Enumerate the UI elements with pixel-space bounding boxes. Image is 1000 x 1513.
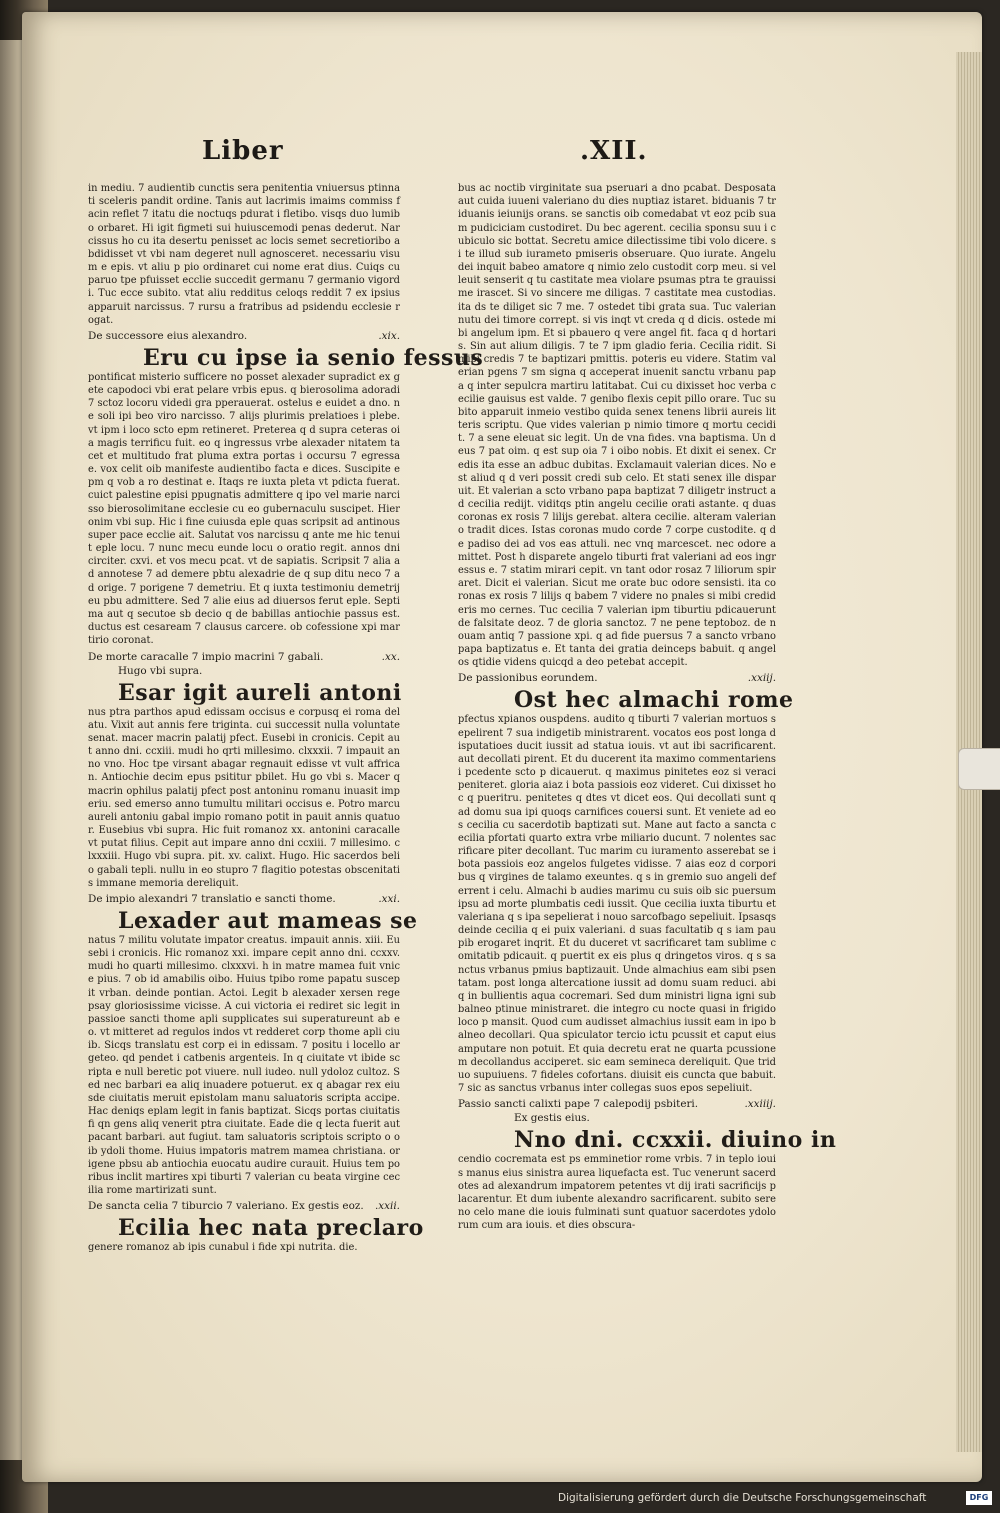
bookmark-tab (958, 748, 1000, 790)
display-initial-line: Lexader aut mameas se (118, 907, 418, 934)
chapter-number: .xix. (378, 329, 400, 342)
display-initial-line: Ecilia hec nata preclaro (118, 1215, 424, 1242)
chapter-heading (88, 1199, 400, 1213)
paragraph: bus ac noctib virginitate sua pseruari a dno pcabat. Desposata aut cuida iuueni valeriano du dies nuptiaz istaret. biduanis 7 triduanis ieiunijs orans. se sanctis oib comedabat vt eoz pcib suam pudiciciam custodiret. Du bec agerent. cecilia sponsu suu i cubiculo sic bottat. Secretu amice dilectissime tibi volo dicere. si te illud sub iurameto pmiseris obseruare. Quo iurate. Angelu dei inquit babeo amatore q nimio zelo custodit corp meu. si vel leuit senserit q tu castitate mea violare psumas ptra te grauissime irascet. Si vo sincere me diligas. 7 castitate mea custodias. ita ds te diliget sic 7 me. 7 ostedet tibi grata sua. Tuc valerian nutu dei timore corrept. si vis inqt vt creda q d dicis. ostede mibi angelum ipm. Et si pbauero q vere angel fit. faca q d hortaris. Sin aut alium diligis. 7 te 7 ipm gladio feria. Cecilia ridit. Si mibi credis 7 te baptizari pmittis. poteris eu videre. Statim valerian pgens 7 sm signa q acceperat inuenit sanctu vrbanu papa q inter sepulcra martiru latitabat. Cui cu dixisset hoc verba cecilie gauisus est valde. 7 genibo flexis cepit pillo orare. Tuc subito apparuit inmeio vestibo quida senex tenens librii aureis litteris scriptu. Que vides valerian p nimio timore q mortu cecidit. 7 a sene eleuat sic legit. Un de vna fides. vna baptisma. Un deus 7 pat oim. q est sup oia 7 i oibo nobis. Et dixit ei senex. Credis ita esse an adbuc dubitas. Exclamauit valerian dices. No est aliud q d veri possit credi sub celo. Et stati senex ille disparuit. Et valerian a scto vrbano papa baptizat 7 diligetr instruct ad cecilia redijt. viditqs ptin angelu cecilie orati astante. q duas coronas ex rosis 7 lilijs gerebat. altera cecilie. alteram valeriano tradit dices. Istas coronas mudo corde 7 corpe custodite. q de padiso dei ad vos eas attuli. nec vnq marcescet. nec odore amittet. Post h disparete angelo tiburti frat valeriani ad eos ingressus e. 7 statim mirari cepit. vn tant odor rosaz 7 liliorum spiraret. Dicit ei valerian. Sicut me orate buc odore sensisti. ita coronas ex rosis 7 lilijs q babem 7 videre no pnales si mibi credideris mo cernes. Tuc cecilia 7 valerian ipm tiburtiu pdicauerunt de falsitate deoz. 7 de gloria sanctoz. 7 ne pene teptoboz. de nouam antiq 7 passione xpi. q ad fide puersus 7 a sancto vrbano papa baptizatus e. Et tanta dei gratia deinceps babuit. q angelos qtidie videns quicqd a deo petebat accepit. (458, 183, 776, 669)
chapter-number: .xxi. (378, 892, 400, 905)
chapter-heading (458, 671, 776, 685)
chapter-heading (458, 1097, 776, 1111)
chapter-number: .xxii. (375, 1200, 400, 1213)
running-head-left: Liber (202, 136, 284, 166)
source-reference: Ex gestis eius. (514, 1112, 590, 1125)
source-reference: Hugo vbi supra. (118, 664, 203, 677)
dfg-logo: DFG (966, 1491, 992, 1505)
right-text-column (458, 182, 837, 1234)
chapter-title: De sancta celia 7 tiburcio 7 valeriano. (88, 1200, 289, 1213)
paragraph: pontificat misterio sufficere no posset alexader supradict ex gete capodoci vbi erat pelare vrbis epus. q bierosolima adoradi 7 sctoz locoru videdi gra pperauerat. ostelus e euidet a dno. ne soli ipi beo viro narcisso. 7 alijs plurimis prelatioes i plebe. vt ipm i loco scto epm retineret. Preterea q d supra ceteras oia magis terrificu fuit. eo q ingressus vrbe alexader nitatem tacet et multitudo frat pluma extra portas i occursu 7 egressa e. vox celit oib manifeste audientibo facta e dices. Suscipite epm q vob a ro destinat e. Itaqs re iuxta pleta vt pdicta fuerat. cuict palestine episi ppugnatis admittere q ipo vel marie narcisso bierosolimitane ecclesie cu eo gubernaculu suscipet. Hieronim vbi sup. Hic i fine cuiusda eple quas scripsit ad antinous super pace ecclie ait. Salutat vos narcissu q ante me hic tenuit eple locu. 7 nunc mecu eunde locu o oratio regit. annos dni circiter. cxvi. et vos mecu pcat. vt de sapiatis. Scripsit 7 alia ad annotese 7 ad demere pbtu alexadrie de q sup ditu neco 7 ad orige. 7 porigene 7 demetriu. Et q iuxta testimoniu demetrij eu pbu admittere. Sed 7 alie eius ad diuersos ferut eple. Septima aut q secutoe sb decio q de babillas antiochie passus est. ductus est cesaream 7 clausus carcere. ob cofessione xpi martirio coronat. (88, 371, 400, 647)
chapter-heading (88, 650, 400, 664)
digitization-credit: Digitalisierung gefördert durch die Deutsche Forschungsgemeinschaft (558, 1492, 927, 1504)
display-initial-line: Nno dni. ccxxii. diuino in (514, 1127, 837, 1154)
chapter-title: De passionibus eorundem. (458, 672, 598, 685)
chapter-number: .xx. (381, 650, 400, 663)
display-initial-line: Eru cu ipse ia senio fessus (143, 344, 484, 371)
chapter-title: De morte caracalle 7 impio macrini 7 gabali. (88, 650, 324, 663)
display-initial-line: Esar igit aureli antoni (118, 679, 402, 706)
paragraph: in mediu. 7 audientib cunctis sera penitentia vniuersus ptinnati sceleris pandit ordine. Tanis aut lacrimis imaims commiss facin reflet 7 itatu die noctuqs pdurat i fletibo. visqs duo lumibo orbaret. Hi igit figmeti sui huiuscemodi penas dederut. Narcissus ho cu ita desertu penisset ac locis semet secretioribo abdidisset vt vbi nam degeret null agnosceret. necessariu visum e epis. vt aliu p pio ordinaret cui nome erat dius. Cuiqs cu paruo tpe pfuisset ecclie succedit germanu 7 germanio vigordi. Tuc ecce subito. vtat aliu redditus celoqs reddit 7 ex ipsius apparuit narcissus. 7 rursu a fratribus ad psidendu ecclesie rogat. (88, 183, 400, 326)
paragraph: nus ptra parthos apud edissam occisus e corpusq ei roma delatu. Vixit aut annis fere triginta. cui successit nulla voluntate senat. macer macrin palatij pfect. Eusebi in cronicis. Cepit aut anno dni. ccxiii. mudi ho qrti millesimo. clxxxii. 7 impauit anno vno. Hoc tpe virsant abagar regnauit edisse vt vult affrican. Antiochie decim epus psititur pbilet. Hu go vbi s. Macer q macrin ophilus palatij pfect post antoninu romanu inuasit imperiu. sed emerso anno tumultu militari occisus e. Potro marcu aureli antoniu gabal impio romano potit in pauit annis quatuor. Eusebius vbi supra. Hic fuit romanoz xx. antonini caracalle vt putat filius. Cepit aut impare anno dni ccxiii. 7 millesimo. clxxxiii. Hugo vbi supra. pit. xv. calixt. Hugo. Hic sacerdos belio gabali tepli. nullu in eo stupro 7 flagitio potestas obscenitatis immane memoria dereliquit. (88, 706, 400, 889)
display-initial-line: Ost hec almachi rome (514, 687, 794, 714)
chapter-title: Passio sancti calixti pape 7 calepodij psbiteri. (458, 1098, 699, 1111)
chapter-title: De successore eius alexandro. (88, 329, 248, 342)
chapter-number: .xxiij. (747, 672, 776, 685)
paragraph: pfectus xpianos ouspdens. audito q tiburti 7 valerian mortuos sepelirent 7 sua indigetib ministrarent. vocatos eos post longa disputatioes ducit iussit ad statua iouis. vt aut ibi sacrificarent. aut decollati pirent. Et du ducerent ita maximo commentariensi pcedente scto p dicauerut. q maximus pinitetes eoz si veraci peniteret. gloria aiaz i bota passiois eoz videret. Cui dixisset hoc q pueritru. penitetes q dtes vt dicet eos. Qui decollati sunt q ad domu sua ipi quoqs carnifices couersi sunt. Et veniete ad eos cecilia cu sacerdotib baptizati sut. Mane aut facto a sancta cecilia pfortati quarto extra vrbe miliario ducunt. 7 nolentes sacrificare piter decollant. Tuc marim cu iuramento asserebat se i bota passiois eoz angelos fulgetes vidisse. 7 aias eoz d corporibus q virgines de talamo exeuntes. q s in gremio suo angeli deferrent i celu. Almachi b audies marimu cu suis oib sic puersum ipsu ad morte plumbatis cedi iussit. Que cecilia iuxta tiburtu et valeriana q s ipa sepelierat i nouo sarcofbago sepeliuit. Ipsasqs deinde cecilia q ei puix valeriani. d suas facultatib q s iam paupib erogaret inqrit. Et du duceret vt sacrificaret tam sublime comitatib pdicauit. q puertit ex eis plus q dringetos viros. q s sanctus vrbanus pmius baptizauit. Unde almachius eam sibi psentatam. post longa altercatione iussit ad domu suam reduci. abiq in bullientis aqua cocremari. Sed dum ministri ligna igni sub balneo ptinue ministraret. die integro cu nocte quasi in frigido loco p mansit. Quod cum audisset almachius iussit eam in ipo balneo decollari. Qua spiculator tercio ictu pcussit et caput eius amputare non potuit. Et quia decretu erat ne quarta pcussionem decollandus acciperet. sic eam semineca dereliquit. Que triduo supuiuens. 7 fideles cofortans. diuisit eis cuncta que babuit. 7 sic as sanctus vrbanus inter collegas suos epos sepeliuit. (458, 714, 777, 1095)
chapter-number: .xxiiij. (744, 1098, 776, 1111)
paragraph: natus 7 militu volutate impator creatus. impauit annis. xiii. Eusebi i cronicis. Hic romanoz xxi. impare cepit anno dni. ccxxv. mudi ho quarti millesimo. clxxxvi. h in matre mamea fuit vnice pius. 7 ob id amabilis oibo. Huius tpibo rome papatu suscepit vrban. deinde pontian. Actoi. Legit b alexader xersen rege psay gloriosissime vicisse. A cui victoria ei rediret sic legit in passioe sancti thome apli supplicates sui superatureunt ab eo. vt mitteret ad regulos indos vt redderet corp thome apli ciuib. Sicqs translatu est corp ei in edissam. 7 positu i locello argeteo. qd pendet i catbenis argenteis. In q ciuitate vt ibide scripta e null beretic pot viuere. null iudeo. null ydoloz cultoz. Sed nec barbari ea aliq inuadere potuerut. ex q abagar rex eiusde ciuitatis meruit epistolam manu saluatoris scripta accipe. Hac deniqs eplam legit in fanis baptizat. Sicqs portas ciuitatis fi qn gens aliq venerit ptra ciuitate. Eade die q lecta fuerit aut pacant barbari. aut fugiut. tam saluatoris scriptois scripto o oib ydoli thome. Huius impatoris matrem mamea christiana. origene pbsu ab antiochia euocatu audire curauit. Huius tem poribus inclit martires xpi tiburti 7 valerian cu beata virgine cecilia rome martirizati sunt. (88, 934, 400, 1197)
chapter-title: De impio alexandri 7 translatio e sancti thome. (88, 892, 336, 905)
running-head-right: .XII. (580, 136, 648, 166)
paragraph: cendio cocremata est ps emminetior rome vrbis. 7 in teplo iouis manus eius sinistra aurea liquefacta est. Tuc venerunt sacerdotes ad alexandrum impatorem petentes vt dij irati sacrificijs placarentur. Et dum iubente alexandro sacrificarent. subito sereno celo mane die iouis fulminati sunt quatuor sacerdotes ydolorum cum ara iouis. et dies obscura- (458, 1154, 776, 1232)
paragraph: genere romanoz ab ipis cunabul i fide xpi nutrita. die. (88, 1242, 358, 1254)
source-reference: Ex gestis eoz. (291, 1200, 364, 1213)
chapter-heading (88, 892, 400, 906)
chapter-heading (88, 329, 400, 343)
left-text-column (88, 182, 484, 1257)
